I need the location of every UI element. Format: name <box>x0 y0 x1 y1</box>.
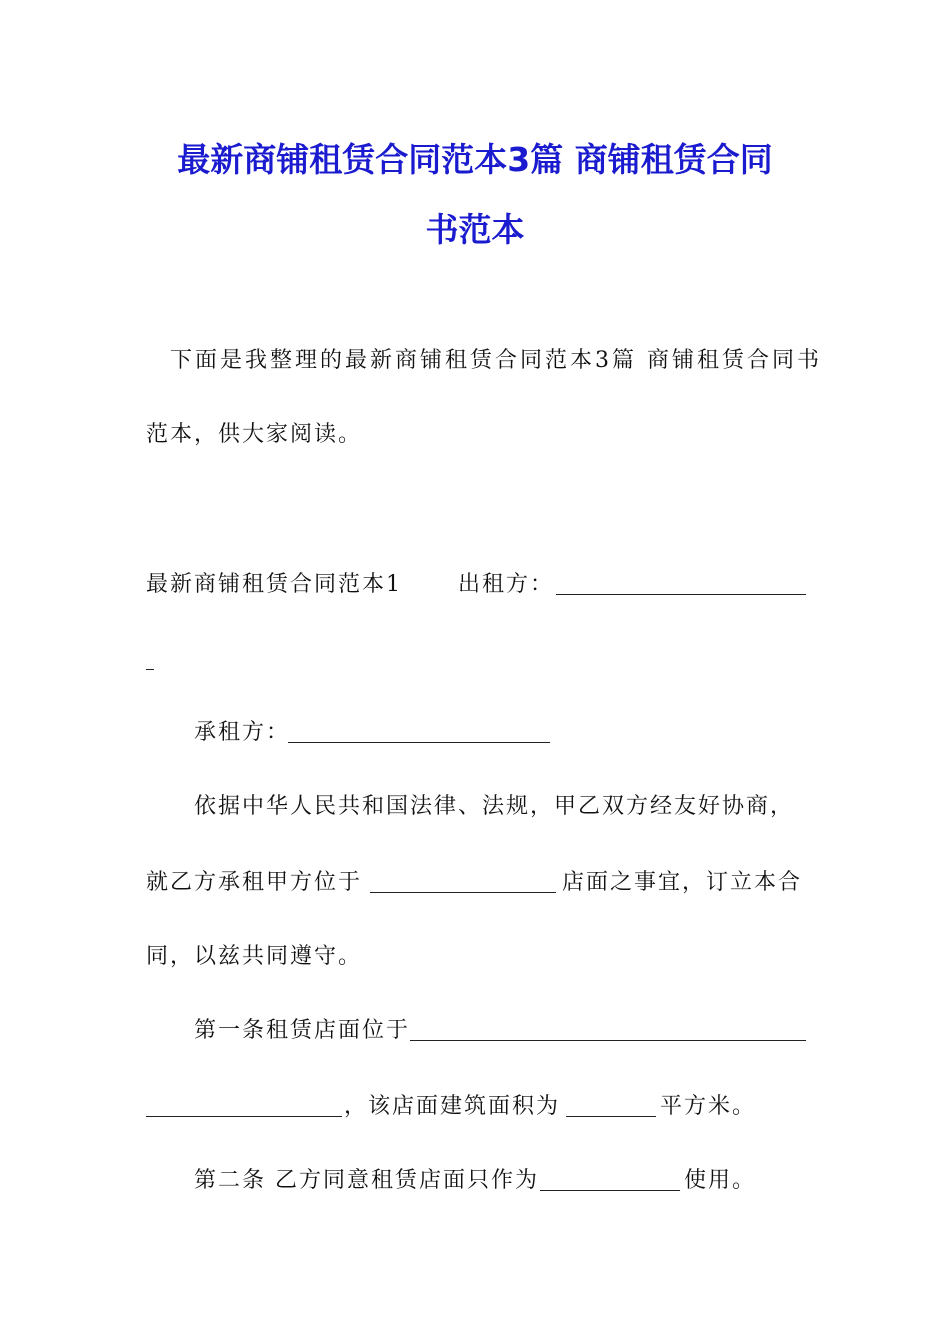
para1-line-1: 依据中华人民共和国法律、法规，甲乙双方经友好协商， <box>194 794 795 819</box>
usage-blank-field[interactable] <box>540 1170 680 1191</box>
article1-location-blank-field-continued[interactable] <box>146 1096 342 1117</box>
lessor-label: 出租方： <box>458 572 555 597</box>
lessee-line <box>194 718 290 748</box>
lessee-label: 承租方： <box>194 720 291 745</box>
shop-location-blank-field[interactable] <box>370 872 556 893</box>
lessor-blank-field-continued[interactable] <box>146 649 154 670</box>
article2-end: 使用。 <box>684 1168 757 1193</box>
article1-location-blank-field[interactable] <box>410 1020 806 1041</box>
lessor-blank-field[interactable] <box>556 574 806 595</box>
para1-line-2-start: 就乙方承租甲方位于 <box>146 870 363 895</box>
article1-mid: ，该店面建筑面积为 <box>344 1094 561 1119</box>
intro-paragraph-line-2: 范本，供大家阅读。 <box>146 422 363 447</box>
article1-end: 平方米。 <box>660 1094 757 1119</box>
para1-line-3: 同，以兹共同遵守。 <box>146 944 363 969</box>
floor-area-blank-field[interactable] <box>566 1096 656 1117</box>
document-title-line-2: 书范本 <box>425 210 525 249</box>
contract-title: 最新商铺租赁合同范本1 <box>146 572 402 597</box>
article1-start: 第一条租赁店面位于 <box>194 1018 411 1043</box>
lessor-line <box>458 570 554 600</box>
contract-heading <box>146 570 402 600</box>
article2-start: 第二条 乙方同意租赁店面只作为 <box>194 1168 539 1193</box>
para1-line-2-end: 店面之事宜，订立本合 <box>562 870 803 895</box>
document-title-line-1: 最新商铺租赁合同范本3篇 商铺租赁合同 <box>177 140 773 179</box>
intro-paragraph-line-1: 下面是我整理的最新商铺租赁合同范本3篇 商铺租赁合同书 <box>170 348 822 373</box>
lessee-blank-field[interactable] <box>288 722 550 743</box>
